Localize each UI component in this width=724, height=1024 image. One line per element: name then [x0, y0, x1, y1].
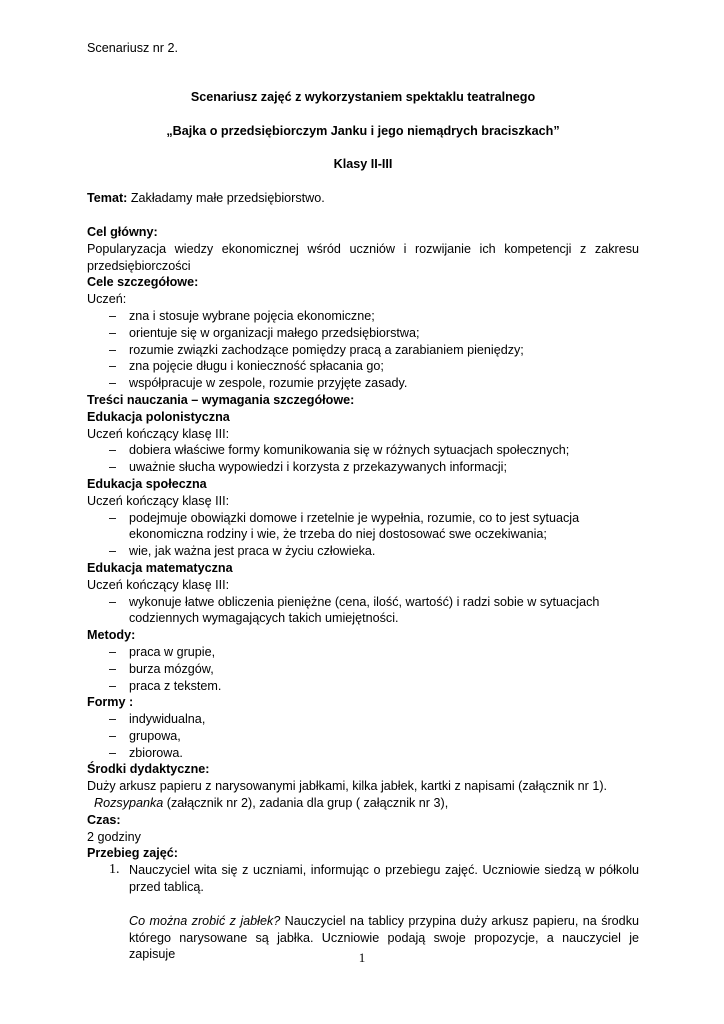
document-header: Scenariusz nr 2.: [87, 41, 178, 55]
list-item: – praca w grupie,: [87, 644, 639, 661]
methods-list: [87, 644, 639, 694]
teaching-aids-rest: (załącznik nr 2), zadania dla grup ( załącznik nr 3),: [163, 796, 449, 811]
step-text: Nauczyciel wita się z uczniami, informując o przebiegu zajęć. Uczniowie siedzą w półkolu przed tablicą.: [129, 863, 639, 895]
list-item-line: ekonomiczna rodziny i wie, że trzeba do niej dostosować swe oczekiwania;: [129, 527, 547, 542]
list-item: – burza mózgów,: [87, 661, 639, 678]
list-item: – współpracuje w zespole, rozumie przyjęte zasady.: [87, 375, 639, 392]
main-goal-heading: Cel główny:: [87, 224, 158, 239]
list-item: – zna i stosuje wybrane pojęcia ekonomiczne;: [87, 308, 639, 325]
list-item: – dobiera właściwe formy komunikowania się w różnych sytuacjach społecznych;: [87, 442, 639, 459]
social-education-list: [87, 510, 639, 560]
specific-goals-intro: Uczeń:: [87, 292, 127, 307]
polish-education-list: [87, 442, 639, 476]
teaching-aids-line: [87, 795, 639, 812]
document-title: Scenariusz zajęć z wykorzystaniem spektaklu teatralnego: [190, 89, 536, 104]
lesson-step: [87, 862, 639, 963]
math-education-list: [87, 594, 639, 628]
list-item: [87, 594, 639, 628]
forms-heading: Formy :: [87, 695, 134, 710]
page-number: 1: [358, 950, 366, 965]
list-item: – grupowa,: [87, 728, 639, 745]
list-item-line: – podejmuje obowiązki domowe i rzetelnie je wypełnia, rozumie, co to jest sytuacja: [129, 510, 580, 525]
document-classes: Klasy II-III: [333, 157, 393, 172]
teaching-aids-italic: Rozsypanka: [94, 796, 164, 811]
topic-line: [87, 190, 639, 207]
document-subtitle: „Bajka o przedsiębiorczym Janku i jego niemądrych braciszkach”: [166, 123, 560, 138]
main-goal-text: Popularyzacja wiedzy ekonomicznej wśród uczniów i rozwijanie ich kompetencji z zakresu przedsiębiorczości: [87, 241, 639, 273]
specific-goals-list: [87, 308, 639, 392]
list-item: [87, 510, 639, 544]
methods-heading: Metody:: [87, 628, 136, 643]
math-education-heading: Edukacja matematyczna: [87, 560, 233, 575]
teaching-aids-line: Duży arkusz papieru z narysowanymi jabłkami, kilka jabłek, kartki z napisami (załącznik nr 1).: [87, 779, 608, 794]
list-item: – zbiorowa.: [87, 745, 639, 762]
step-question: Co można zrobić z jabłek?: [129, 913, 281, 928]
list-item: – rozumie związki zachodzące pomiędzy pracą a zarabianiem pieniędzy;: [87, 342, 639, 359]
list-item: – uważnie słucha wypowiedzi i korzysta z przekazywanych informacji;: [87, 459, 639, 476]
time-heading: Czas:: [87, 812, 121, 827]
list-item: – zna pojęcie długu i konieczność spłacania go;: [87, 358, 639, 375]
social-education-intro: Uczeń kończący klasę III:: [87, 493, 230, 508]
polish-education-heading: Edukacja polonistyczna: [87, 409, 230, 424]
topic-text: Zakładamy małe przedsiębiorstwo.: [127, 191, 325, 206]
list-item-line: – wykonuje łatwe obliczenia pieniężne (cena, ilość, wartość) i radzi sobie w sytuacjach: [129, 594, 600, 609]
teaching-aids-heading: Środki dydaktyczne:: [87, 762, 210, 777]
list-item: – praca z tekstem.: [87, 678, 639, 695]
list-item: – indywidualna,: [87, 711, 639, 728]
topic-label: Temat:: [87, 191, 128, 206]
polish-education-intro: Uczeń kończący klasę III:: [87, 426, 230, 441]
step-question-rest: Nauczyciel na tablicy przypina duży arkusz papieru, na środku którego narysowane są jabłka. Uczniowie podają swoje propozycje, a nauczyciel je zapisuje: [129, 913, 639, 962]
lesson-flow-heading: Przebieg zajęć:: [87, 846, 178, 861]
step-number: 1.: [109, 862, 120, 878]
curriculum-heading: Treści nauczania – wymagania szczegółowe:: [87, 392, 355, 407]
list-item: – wie, jak ważna jest praca w życiu człowieka.: [87, 543, 639, 560]
math-education-intro: Uczeń kończący klasę III:: [87, 577, 230, 592]
specific-goals-heading: Cele szczegółowe:: [87, 275, 199, 290]
page-content: [87, 40, 639, 963]
time-text: 2 godziny: [87, 829, 141, 844]
social-education-heading: Edukacja społeczna: [87, 476, 207, 491]
lesson-steps-list: [87, 862, 639, 963]
list-item: – orientuje się w organizacji małego przedsiębiorstwa;: [87, 325, 639, 342]
list-item-line: codziennych wymagających takich umiejętności.: [129, 611, 399, 626]
forms-list: [87, 711, 639, 761]
